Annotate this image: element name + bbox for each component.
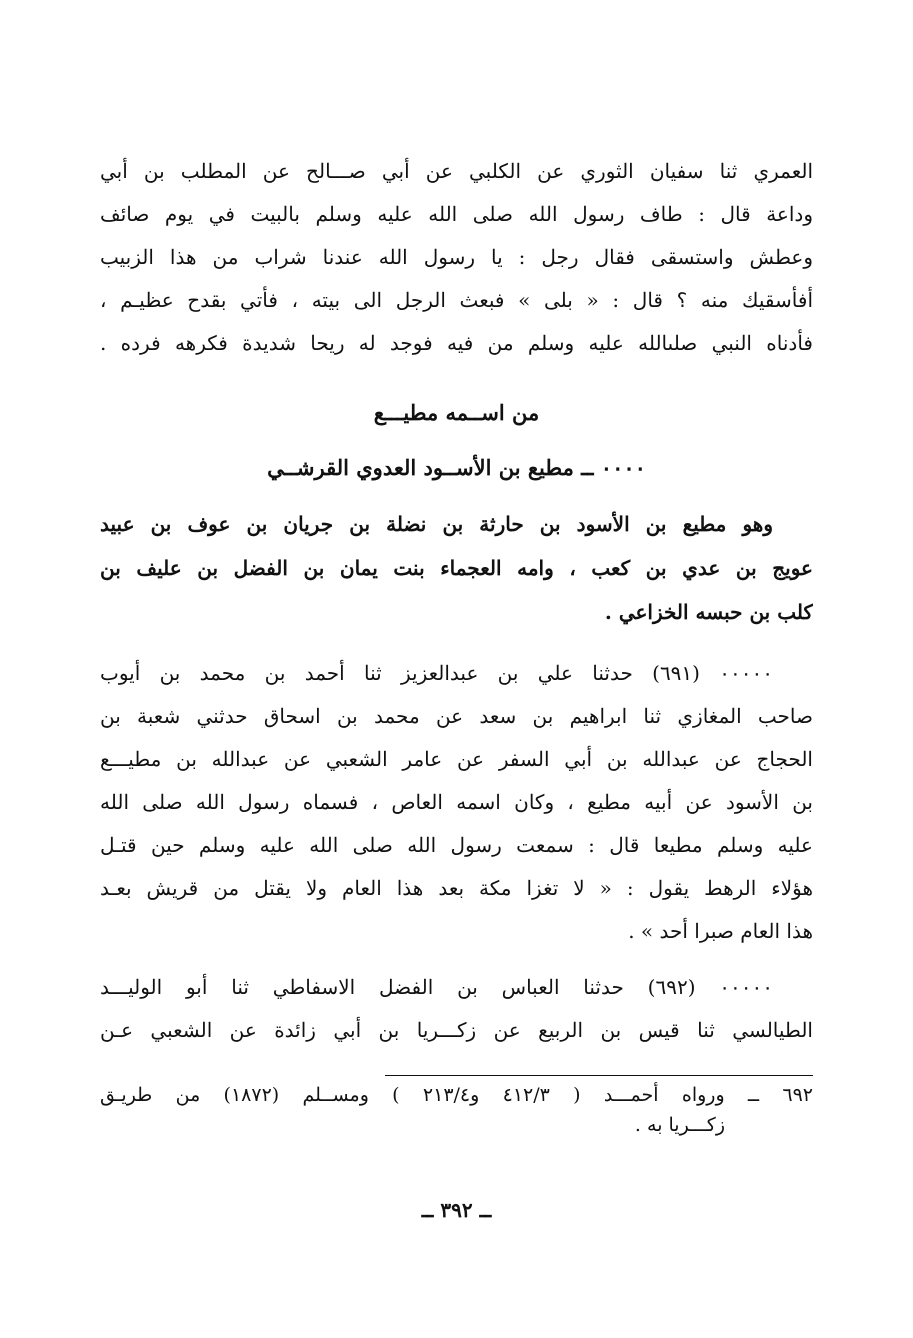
footnote-divider [385, 1075, 813, 1076]
text-line: ٠٠٠٠٠ (٦٩١) حدثنا علي بن عبدالعزيز ثنا أحمد بن محمد بن أيوب [100, 661, 773, 685]
text-line: عويج بن عدي بن كعب ، وامه العجماء بنت يمان بن الفضل بن عليف بن [100, 556, 813, 580]
hadith-692 [100, 966, 813, 1052]
text-line: هذا العام صبرا أحد » . [628, 919, 813, 943]
text-line: وهو مطيع بن الأسود بن حارثة بن نضلة بن جريان بن عوف بن عبيد [100, 512, 773, 536]
page-number: ــ ٣٩٢ ــ [421, 1198, 492, 1222]
text-line: أفأسقيك منه ؟ قال : « بلى » فبعث الرجل الى بيته ، فأتي بقدح عظيـم ، [100, 288, 813, 312]
text-line: عليه وسلم مطيعا قال : سمعت رسول الله صلى الله عليه وسلم حين قتـل [100, 833, 813, 857]
paragraph-top [100, 150, 813, 365]
entry-heading: ٠٠٠٠ ــ مطيع بن الأســود العدوي القرشــي [267, 455, 646, 480]
text-line: الطيالسي ثنا قيس بن الربيع عن زكـــريا بن أبي زائدة عن الشعبي عـن [100, 1018, 813, 1042]
text-line: وداعة قال : طاف رسول الله صلى الله عليه وسلم بالبيت في يوم صائف [100, 202, 813, 226]
text-line: العمري ثنا سفيان الثوري عن الكلبي عن أبي صـــالح عن المطلب بن أبي [100, 159, 813, 183]
section-heading: من اســمه مطيـــع [373, 400, 540, 425]
text-line: الحجاج عن عبدالله بن أبي السفر عن عامر الشعبي عن عبدالله بن مطيـــع [100, 747, 813, 771]
text-line: كلب بن حبسه الخزاعي . [604, 600, 813, 624]
text-line: بن الأسود عن أبيه مطيع ، وكان اسمه العاص ، فسماه رسول الله صلى الله [100, 790, 813, 814]
text-line: هؤلاء الرهط يقول : « لا تغزا مكة بعد هذا العام ولا يقتل من قريش بعـد [100, 876, 813, 900]
text-line: وعطش واستسقى فقال رجل : يا رسول الله عندنا شراب من هذا الزبيب [100, 245, 813, 269]
footnote-line: زكـــريا به . [634, 1114, 725, 1136]
hadith-691 [100, 652, 813, 953]
bio-paragraph [100, 502, 813, 634]
footnote [100, 1080, 813, 1140]
footnote-line: ٦٩٢ ــ ورواه أحمـــد ( ٤١٢/٣ و٢١٣/٤ ) ومســلم (١٨٧٢) من طريـق [100, 1084, 813, 1106]
text-line: صاحب المغازي ثنا ابراهيم بن سعد عن محمد بن اسحاق حدثني شعبة بن [100, 704, 813, 728]
text-line: ٠٠٠٠٠ (٦٩٢) حدثنا العباس بن الفضل الاسفاطي ثنا أبو الوليـــد [100, 975, 774, 999]
text-line: فأدناه النبي صلىالله عليه وسلم من فيه فوجد له ريحا شديدة فكرهه فرده . [100, 331, 813, 355]
